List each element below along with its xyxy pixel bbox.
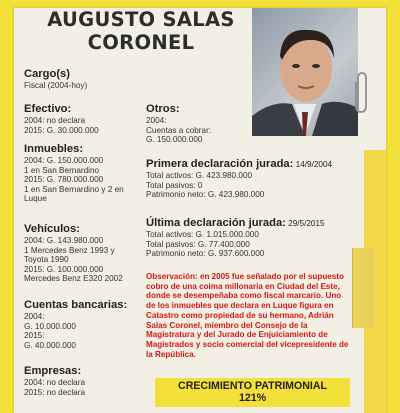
vehiculos-section <box>24 223 123 284</box>
paperclip-icon <box>353 70 369 116</box>
crecimiento-value: 121% <box>238 392 267 404</box>
person-name <box>36 8 246 54</box>
primera-pasivos: Total pasivos: 0 <box>146 180 203 190</box>
cargo-section <box>24 68 87 91</box>
ultima-heading <box>146 217 325 230</box>
otros-line-2: Cuentas a cobrar: <box>146 125 212 135</box>
primera-date: 14/9/2004 <box>293 160 333 169</box>
empresas-label: Empresas: <box>24 365 82 377</box>
primera-declaracion <box>146 158 332 200</box>
vehiculos-label: Vehículos: <box>24 223 80 235</box>
inmuebles-line-1: 2004: G. 150.000.000 <box>24 156 104 165</box>
portrait-illustration <box>252 8 358 136</box>
vehiculos-line-3: Toyota 1990 <box>24 255 69 265</box>
cargo-label: Cargo(s) <box>24 68 70 80</box>
ultima-date: 29/5/2015 <box>285 219 325 228</box>
efectivo-label: Efectivo: <box>24 103 72 115</box>
empresas-section <box>24 365 85 397</box>
primera-patrimonio: Patrimonio neto: G. 423.980.000 <box>146 190 265 200</box>
otros-section <box>146 103 211 145</box>
inmuebles-line-3: 2015: G. 780.000.000 <box>24 175 104 185</box>
ultima-declaracion <box>146 217 325 259</box>
crecimiento-label: CRECIMIENTO PATRIMONIAL <box>178 380 327 392</box>
ultima-patrimonio: Patrimonio neto: G. 937.600.000 <box>146 249 265 259</box>
ultima-activos: Total activos: G. 1.015.000.000 <box>146 230 259 239</box>
cuentas-line-2: G. 10.000.000 <box>24 321 76 331</box>
inmuebles-line-2: 1 en San Bernardino <box>24 165 100 175</box>
crecimiento-banner <box>155 378 350 407</box>
cargo-line: Fiscal (2004-hoy) <box>24 81 88 90</box>
cuentas-line-1: 2004: <box>24 312 45 321</box>
otros-label: Otros: <box>146 103 180 115</box>
otros-line-3: G. 150.000.000 <box>146 135 203 145</box>
inmuebles-label: Inmuebles: <box>24 143 84 155</box>
inmuebles-line-4: 1 en San Bernardino y 2 en <box>24 184 124 194</box>
vehiculos-line-1: 2004: G. 143.980.000 <box>24 236 104 245</box>
efectivo-line-1: 2004: no declara <box>24 116 85 125</box>
primera-activos: Total activos: G. 423.980.000 <box>146 171 253 180</box>
inmuebles-line-5: Luque <box>24 194 47 204</box>
primera-heading <box>146 158 332 171</box>
cuentas-line-4: G. 40.000.000 <box>24 340 76 350</box>
efectivo-section <box>24 103 99 135</box>
ultima-label: Última declaración jurada: <box>146 217 286 229</box>
ultima-pasivos: Total pasivos: G. 77.400.000 <box>146 239 250 249</box>
vehiculos-line-2: 1 Mercedes Benz 1993 y <box>24 245 115 255</box>
observation-text: Observación: en 2005 fue señalado por el supuesto cobro de una coima millonaria en Ciudad del Este, donde se desempeñaba como fiscal marcario. Uno de los inmuebles que declara en Luque figura en Catastro como propiedad de su hermano, Adrián Salas Coronel, miembro del Consejo de la Magistratura y del Jurado de Enjuiciamiento de Magistrados y socio comercial del vicepresidente de la República. <box>146 272 349 359</box>
portrait-photo <box>252 8 358 136</box>
inmuebles-section <box>24 143 124 204</box>
name-line-1: AUGUSTO SALAS <box>47 8 235 31</box>
otros-line-1: 2004: <box>146 116 167 125</box>
empresas-line-1: 2004: no declara <box>24 378 85 387</box>
empresas-line-2: 2015: no declara <box>24 387 85 397</box>
name-line-2: CORONEL <box>87 31 195 54</box>
cuentas-section <box>24 299 127 350</box>
cuentas-label: Cuentas bancarias: <box>24 299 128 311</box>
cuentas-line-3: 2015: <box>24 331 45 341</box>
folder-tab <box>352 248 375 328</box>
efectivo-line-2: 2015: G. 30.000.000 <box>24 125 99 135</box>
vehiculos-line-4: 2015: G. 100.000.000 <box>24 264 104 274</box>
primera-label: Primera declaración jurada: <box>146 158 294 170</box>
vehiculos-line-5: Mercedes Benz E320 2002 <box>24 274 123 284</box>
